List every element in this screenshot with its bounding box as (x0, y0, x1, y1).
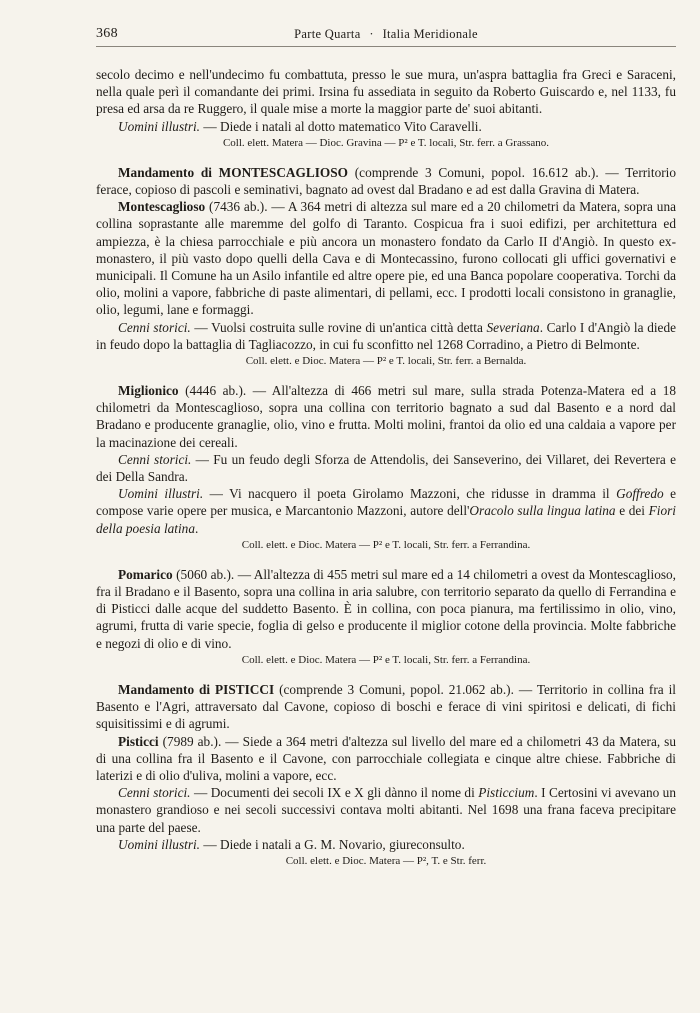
mandamento-pisticci-text: (comprende 3 Comuni, popol. 21.062 ab.). — Territorio in collina fra il Basento e l'Agri, attraversato dal Cavone, copioso di boschi e ferace di vini spiritosi e delicati, di fichi squisitissimi e di agrumi. (96, 681, 676, 732)
miglionico-uomini-text-2: e compose varie opere per musica, e Marcantonio Mazzoni, autore dell' (96, 486, 677, 519)
irsina-collegio-line: Coll. elett. Matera — Dioc. Gravina — P² e T. locali, Str. ferr. a Grassano. (222, 136, 550, 149)
irsina-uomini-label: Uomini illustri. (118, 118, 201, 134)
miglionico-name: Miglionico (118, 383, 179, 399)
irsina-uomini-text: — Diede i natali al dotto matematico Vito Caravelli. (200, 118, 482, 134)
pisticci-cenni-text-1: — Documenti dei secoli IX e X gli dànno il nome di (190, 785, 479, 801)
miglionico-collegio-line: Coll. elett. e Dioc. Matera — P² e T. locali, Str. ferr. a Ferrandina. (241, 538, 531, 551)
pisticci-cenni-label: Cenni storici. (118, 785, 191, 801)
pomarico-name: Pomarico (118, 566, 173, 582)
pisticci-uomini-text: — Diede i natali a G. M. Novario, giureconsulto. (200, 836, 465, 852)
mandamento-montescaglioso-title: Mandamento di MONTESCAGLIOSO (118, 164, 348, 180)
miglionico-text: (4446 ab.). — All'altezza di 466 metri sul mare, sulla strada Potenza-Matera ed a 18 chilometri da Montescaglioso, sopra una collina con territorio bagnato a sud dal Basento e a nord dal Bradano e producente granaglie, olio, vino e frutta. Molti molini, frantoi da olio ed una caldaia a vapore per la macinazione dei cereali. (96, 383, 676, 450)
irsina-uomini-paragraph (96, 118, 676, 135)
montescaglioso-cenni-label: Cenni storici. (118, 319, 191, 335)
miglionico-uomini-paragraph (96, 485, 676, 537)
pisticci-cenni-paragraph (96, 784, 676, 836)
page-number: 368 (96, 26, 118, 41)
section-gap (96, 369, 676, 382)
section-gap (96, 553, 676, 566)
pisticci-cenni-italic: Pisticcium (478, 785, 535, 801)
miglionico-uomini-label: Uomini illustri. (118, 486, 204, 502)
section-gap (96, 668, 676, 681)
running-title (96, 27, 676, 42)
pisticci-text: (7989 ab.). — Siede a 364 metri d'altezza sul livello del mare ed a chilometri 43 da Matera, su di una collina fra il Basento e il Cavone, con parrocchiale collegiata e cinque altre chiese. Fabbriche di laterizi e di olio d'uliva, molini a vapore, ecc. (96, 733, 676, 783)
montescaglioso-collegio-line: Coll. elett. e Dioc. Matera — P² e T. locali, Str. ferr. a Bernalda. (245, 355, 527, 368)
miglionico-uomini-italic-3: Fiori della poesia latina (96, 503, 676, 536)
miglionico-cenni-paragraph (96, 451, 676, 485)
miglionico-cenni-label: Cenni storici. (118, 451, 192, 467)
pisticci-paragraph (96, 733, 676, 785)
mandamento-montescaglioso-text: (comprende 3 Comuni, popol. 16.612 ab.). — Territorio ferace, copioso di pascoli e seminativi, bagnato ad ovest dal Bradano e ad est dalla Gravina di Matera. (96, 164, 676, 198)
miglionico-uomini-text-3: e dei (615, 503, 649, 519)
mandamento-montescaglioso-paragraph (96, 164, 676, 198)
montescaglioso-text: (7436 ab.). — A 364 metri di altezza sul mare ed a 20 chilometri da Matera, sopra una collina soprastante alle maremme del golfo di Taranto. Cospicua fra i suoi edifizi, per architettura ed ampiezza, è la chiesa parrocchiale e più ancora un monastero fondato da Carlo II d'Angiò. In questo ex-monastero, il più vasto dopo quelli della Cava e di Montecassino, furono collocati gli uffici governativi e municipali. Il Comune ha un Asilo infantile ed altre opere pie, ed una Banca popolare cooperativa. Torchi da olio, molini a vapore, fabbriche di paste alimentari, di pellami, ecc. I prodotti locali consistono in granaglie, olio, legumi, lane e formaggi. (96, 199, 676, 318)
montescaglioso-cenni-paragraph (96, 319, 676, 353)
pomarico-collegio-line: Coll. elett. e Dioc. Matera — P² e T. locali, Str. ferr. a Ferrandina. (241, 653, 531, 666)
montescaglioso-cenni-text-1: — Vuolsi costruita sulle rovine di un'antica città detta (190, 319, 487, 335)
pisticci-uomini-paragraph (96, 836, 676, 853)
irsina-history-paragraph (96, 66, 676, 118)
mandamento-pisticci-paragraph (96, 681, 676, 733)
header-separator: · (369, 27, 374, 41)
miglionico-uomini-italic-1: Goffredo (616, 486, 664, 502)
pomarico-paragraph (96, 566, 676, 652)
pisticci-cenni-text-2: . I Certosini vi avevano un monastero grandioso e nei secoli successivi contava molti abitanti. Nel 1698 una frana faceva precipitare una parte del paese. (96, 785, 676, 835)
header-section: Parte Quarta (294, 27, 361, 41)
running-header (96, 26, 676, 47)
montescaglioso-paragraph (96, 198, 676, 318)
mandamento-pisticci-title: Mandamento di PISTICCI (118, 681, 275, 697)
montescaglioso-cenni-italic: Severiana (486, 319, 540, 335)
miglionico-uomini-italic-2: Oracolo sulla lingua latina (469, 503, 616, 519)
montescaglioso-cenni-text-2: . Carlo I d'Angiò la diede in feudo dopo la battaglia di Tagliacozzo, in cui fu sconfitto nel 1268 Corradino, a Pietro di Belmonte. (96, 319, 676, 352)
section-gap (96, 151, 676, 164)
irsina-history-text: secolo decimo e nell'undecimo fu combattuta, presso le sue mura, un'aspra battaglia fra Greci e Saraceni, nella quale perì il comandante dei primi. Irsina fu assediata in seguito da Roberto Guiscardo e, nel 1133, fu presa ed arsa da re Ruggero, il quale mise a morte la maggior parte de' suoi abitanti. (96, 67, 676, 117)
pisticci-name: Pisticci (118, 733, 159, 749)
header-region: Italia Meridionale (382, 27, 478, 41)
miglionico-cenni-text: — Fu un feudo degli Sforza de Attendolis, dei Sanseverino, dei Villaret, dei Revertera e dei Della Sandra. (96, 451, 676, 485)
pomarico-text: (5060 ab.). — All'altezza di 455 metri sul mare ed a 14 chilometri a ovest da Montescaglioso, fra il Bradano e il Basento, sopra una collina in aria salubre, con territorio separato da quello di Ferrandina e di Pisticci dalle acque del suddetto Basento. È in collina, con poca pianura, ma fertilissimo in olio, vino, agrumi, frutta di varie specie, foglia di gelso e producente il miglior cotone della provincia. Molte fabbriche e negozi di olio e di vino. (96, 566, 676, 651)
page-body (96, 66, 676, 869)
pisticci-uomini-label: Uomini illustri. (118, 836, 201, 852)
miglionico-uomini-text-1: — Vi nacquero il poeta Girolamo Mazzoni, che ridusse in dramma il (203, 486, 617, 502)
miglionico-uomini-text-4: . (194, 520, 199, 536)
miglionico-paragraph (96, 382, 676, 451)
pisticci-collegio-line: Coll. elett. e Dioc. Matera — P², T. e Str. ferr. (285, 854, 487, 867)
montescaglioso-name: Montescaglioso (118, 199, 206, 215)
